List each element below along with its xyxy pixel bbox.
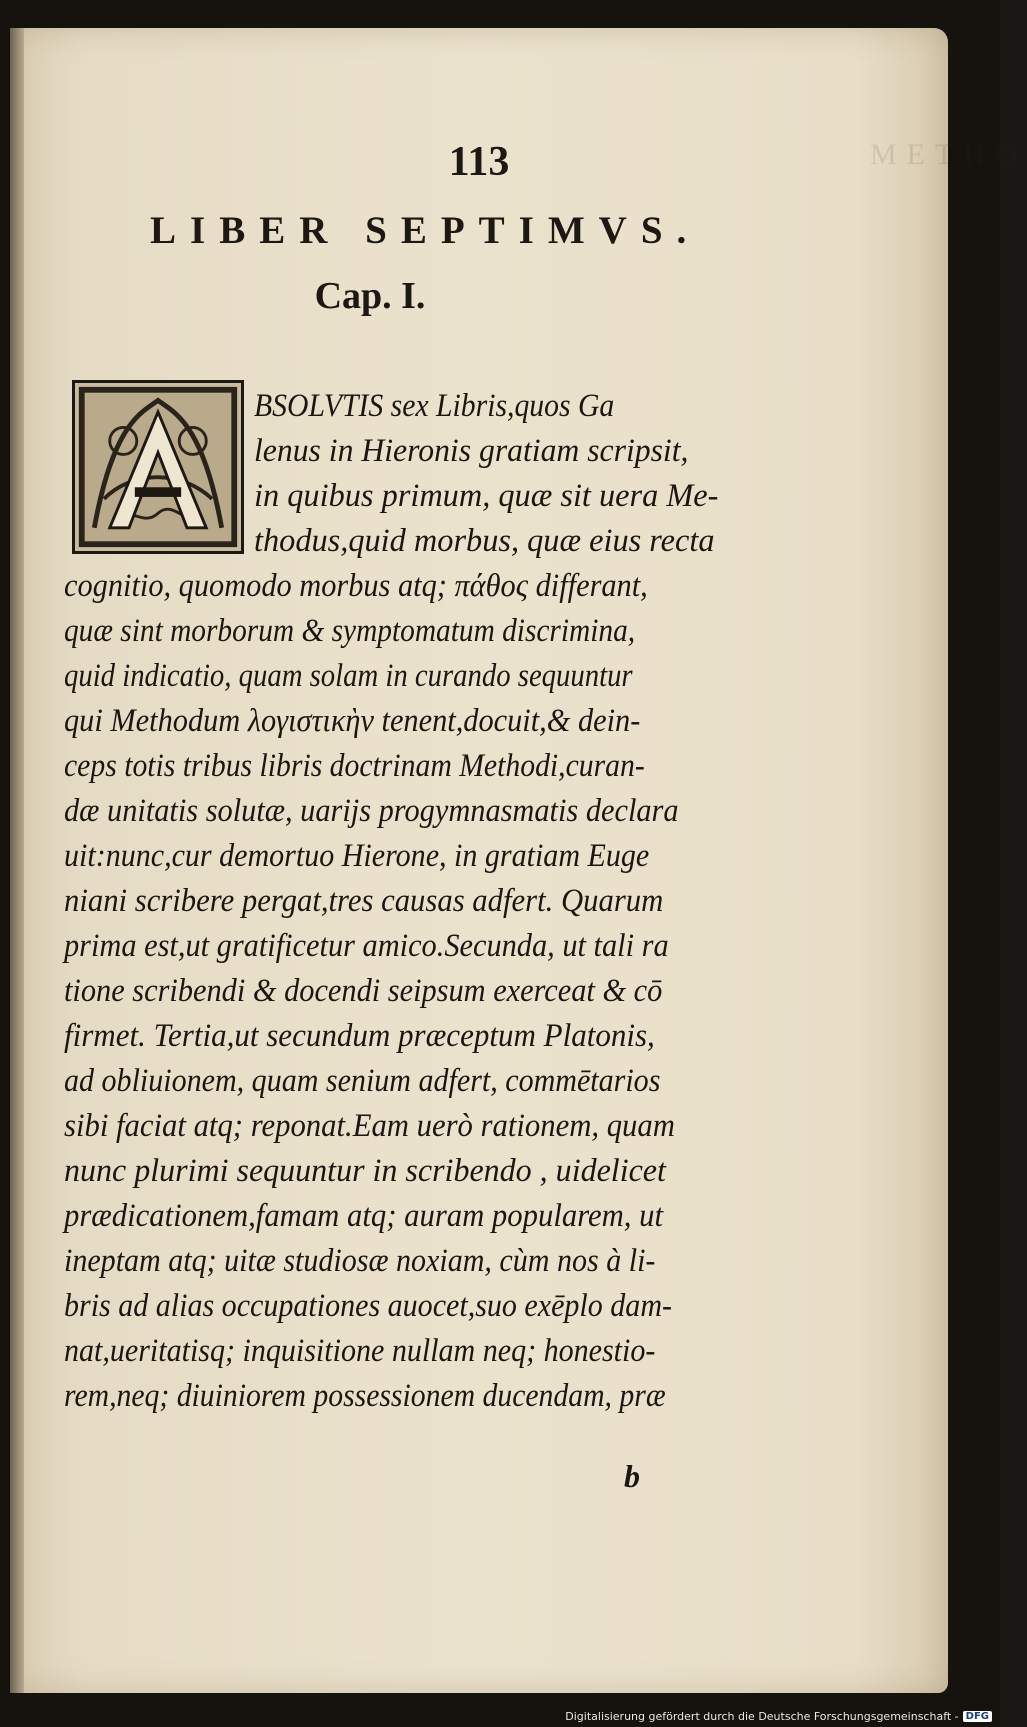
text-line: rem,neq; diuiniorem possessionem ducendam, præ (64, 1378, 666, 1414)
text-line: bris ad alias occupationes auocet,suo exēplo dam- (64, 1288, 673, 1324)
text-line: in quibus primum, quæ sit uera Me- (254, 478, 719, 514)
text-line: quæ sint morborum & symptomatum discrimina, (64, 613, 636, 649)
text-line: prima est,ut gratificetur amico.Secunda, ut tali ra (64, 928, 669, 964)
text-line: uit:nunc,cur demortuo Hierone, in gratiam Euge (64, 838, 650, 874)
text-line: thodus,quid morbus, quæ eius recta (254, 523, 715, 559)
text-line: niani scribere pergat,tres causas adfert. Quarum (64, 883, 664, 919)
text-line: prædicationem,famam atq; auram popularem, ut (64, 1198, 664, 1234)
text-line: sibi faciat atq; reponat.Eam uerò rationem, quam (64, 1108, 675, 1144)
running-head: LIBER SEPTIMVS. (150, 209, 701, 252)
digitization-credit (565, 1710, 992, 1723)
text-line: ad obliuionem, quam senium adfert, commētarios (64, 1063, 661, 1099)
text-line: tione scribendi & docendi seipsum exerceat & cō (64, 973, 663, 1009)
credit-text: Digitalisierung gefördert durch die Deutsche Forschungsgemeinschaft - (565, 1710, 959, 1723)
text-line: quid indicatio, quam solam in curando sequuntur (64, 658, 633, 694)
text-line: firmet. Tertia,ut secundum præceptum Platonis, (64, 1018, 655, 1054)
text-line: BSOLVTIS sex Libris,quos Ga (254, 388, 615, 424)
book-page (10, 28, 1027, 1693)
text-line: qui Methodum λογιστικὴν tenent,docuit,& dein- (64, 703, 641, 739)
signature-mark: b (624, 1458, 640, 1494)
text-line: cognitio, quomodo morbus atq; πάθος differant, (64, 568, 648, 604)
decorated-initial-a (72, 380, 244, 554)
text-line: ceps totis tribus libris doctrinam Methodi,curan- (64, 748, 645, 784)
text-line: ineptam atq; uitæ studiosæ noxiam, cùm nos à li- (64, 1243, 656, 1279)
text-line: nat,ueritatisq; inquisitione nullam neq; honestio- (64, 1333, 656, 1369)
text-line: nunc plurimi sequuntur in scribendo , uidelicet (64, 1153, 666, 1189)
show-through-text: METHO (870, 138, 1027, 171)
chapter-heading: Cap. I. (314, 275, 426, 317)
text-line: dæ unitatis solutæ, uarijs progymnasmatis declara (64, 793, 679, 829)
dfg-logo: DFG (963, 1711, 992, 1722)
page-number: 113 (448, 139, 510, 185)
text-line: lenus in Hieronis gratiam scripsit, (254, 433, 689, 469)
